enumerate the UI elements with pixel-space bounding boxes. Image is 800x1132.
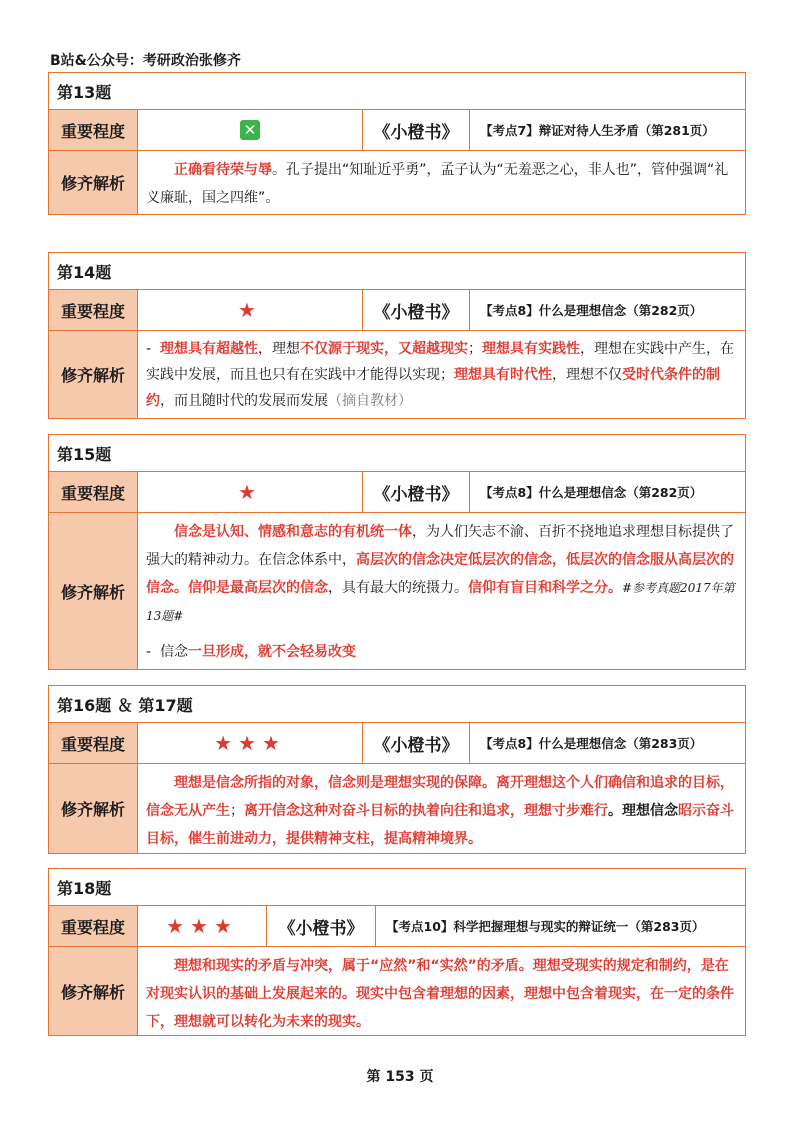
analysis-label: 修齐解析 — [49, 151, 138, 214]
analysis-highlight: 一旦形成，就不会轻易改变 — [188, 644, 356, 660]
star-rating: ★ — [238, 298, 262, 322]
analysis-body: ，而且随时代的发展而发展 — [160, 393, 328, 409]
importance-label: 重要程度 — [49, 723, 138, 763]
analysis-highlight: 理想是信念所指的对象，信念则是理想实现的保障。离开理想这个人们确信和追求的目标，信念无从产生 — [146, 775, 734, 819]
book-title: 《小橙书》 — [363, 290, 470, 330]
analysis-body: 信念 — [160, 644, 188, 660]
analysis-row — [49, 764, 745, 853]
analysis-highlight: 受时代条件的制约 — [146, 367, 720, 409]
importance-label: 重要程度 — [49, 110, 138, 150]
keypoint: 【考点8】什么是理想信念（第282页） — [480, 485, 703, 500]
analysis-body: 。孔子提出“知耻近乎勇”，孟子认为“无羞恶之心，非人也”，管仲强调“礼义廉耻，国之四维”。 — [146, 162, 729, 206]
question-block-15 — [48, 434, 746, 670]
importance-label: 重要程度 — [49, 290, 138, 330]
importance-value — [138, 723, 363, 763]
analysis-highlight: 理想和现实的矛盾与冲突，属于“应然”和“实然”的矛盾。理想受现实的规定和制约，是在对现实认识的基础上发展起来的。现实中包含着理想的因素，理想中包含着现实，在一定的条件下，理想就可以转化为未来的现实。 — [146, 958, 734, 1030]
analysis-highlight: 离开信念这种对奋斗目标的执着向往和追求，理想寸步难行 — [244, 803, 608, 819]
analysis-highlight: 信念是认知、情感和意志的有机统一体 — [174, 524, 412, 540]
analysis-highlight: 信仰有盲目和科学之分。 — [468, 580, 622, 596]
analysis-text — [138, 151, 745, 214]
dash: - — [146, 644, 152, 660]
page-header: B站&公众号：考研政治张修齐 — [50, 53, 241, 69]
book-title: 《小橙书》 — [267, 906, 376, 946]
analysis-row — [49, 331, 745, 418]
analysis-row — [49, 947, 745, 1035]
keypoint: 【考点7】辩证对待人生矛盾（第281页） — [480, 123, 715, 138]
analysis-label: 修齐解析 — [49, 513, 138, 669]
book-title: 《小橙书》 — [363, 110, 470, 150]
analysis-highlight: 高层次的信念决定低层次的信念，低层次的信念服从高层次的信念。信仰是最高层次的信念 — [146, 552, 734, 596]
star-rating: ★ — [238, 480, 262, 504]
analysis-body: ，理想不仅 — [552, 367, 622, 383]
analysis-highlight: 不仅源于现实，又超越现实 — [300, 341, 468, 357]
importance-row — [49, 110, 745, 151]
importance-value — [138, 472, 363, 512]
question-block-16-17 — [48, 685, 746, 854]
star-rating: ★★★ — [214, 731, 286, 755]
question-title: 第15题 — [49, 435, 745, 472]
analysis-highlight: 正确看待荣与辱 — [174, 162, 272, 178]
keypoint: 【考点8】什么是理想信念（第282页） — [480, 303, 703, 318]
analysis-text — [138, 513, 745, 669]
analysis-body: ，理想在实践中产生，在实践中发展，而且也只有在实践中才能得以实现； — [146, 341, 734, 383]
question-block-14 — [48, 252, 746, 419]
page-number: 第 153 页 — [366, 1069, 434, 1085]
analysis-highlight: 理想具有时代性 — [454, 367, 552, 383]
analysis-label: 修齐解析 — [49, 331, 138, 418]
analysis-row — [49, 513, 745, 669]
analysis-text — [138, 331, 745, 418]
analysis-body: ，理想 — [258, 341, 300, 357]
importance-row — [49, 290, 745, 331]
analysis-body: ，具有最大的统摄力。 — [328, 580, 468, 596]
keypoint: 【考点10】科学把握理想与现实的辩证统一（第283页） — [386, 919, 705, 934]
analysis-label: 修齐解析 — [49, 764, 138, 853]
star-rating: ★★★ — [166, 914, 238, 938]
importance-row — [49, 723, 745, 764]
analysis-body: ； — [468, 341, 482, 357]
analysis-text — [138, 947, 745, 1035]
question-title: 第13题 — [49, 73, 745, 110]
analysis-label: 修齐解析 — [49, 947, 138, 1035]
importance-label: 重要程度 — [49, 472, 138, 512]
question-title: 第18题 — [49, 869, 745, 906]
question-title: 第16题 ＆ 第17题 — [49, 686, 745, 723]
importance-row — [49, 472, 745, 513]
importance-row — [49, 906, 745, 947]
analysis-row — [49, 151, 745, 214]
cross-mark-icon: ✕ — [240, 120, 260, 140]
analysis-source: （摘自教材） — [328, 393, 412, 409]
question-title: 第14题 — [49, 253, 745, 290]
exam-reference: #参考真题2017年第13题# — [146, 581, 735, 623]
book-title: 《小橙书》 — [363, 723, 470, 763]
importance-label: 重要程度 — [49, 906, 138, 946]
analysis-text — [138, 764, 745, 853]
analysis-highlight: 理想具有实践性 — [482, 341, 580, 357]
keypoint: 【考点8】什么是理想信念（第283页） — [480, 736, 703, 751]
analysis-highlight: 理想具有超越性 — [160, 341, 258, 357]
book-title: 《小橙书》 — [363, 472, 470, 512]
question-block-18 — [48, 868, 746, 1036]
importance-value — [138, 906, 267, 946]
importance-value — [138, 110, 363, 150]
analysis-highlight: 昭示奋斗目标，催生前进动力，提供精神支柱，提高精神境界。 — [146, 803, 734, 847]
analysis-body: ； — [230, 803, 244, 819]
analysis-body: 。理想信念 — [608, 803, 678, 819]
dash: - — [146, 341, 152, 357]
analysis-body: ，为人们矢志不渝、百折不挠地追求理想目标提供了强大的精神动力。在信念体系中， — [146, 524, 734, 568]
importance-value — [138, 290, 363, 330]
question-block-13 — [48, 72, 746, 215]
